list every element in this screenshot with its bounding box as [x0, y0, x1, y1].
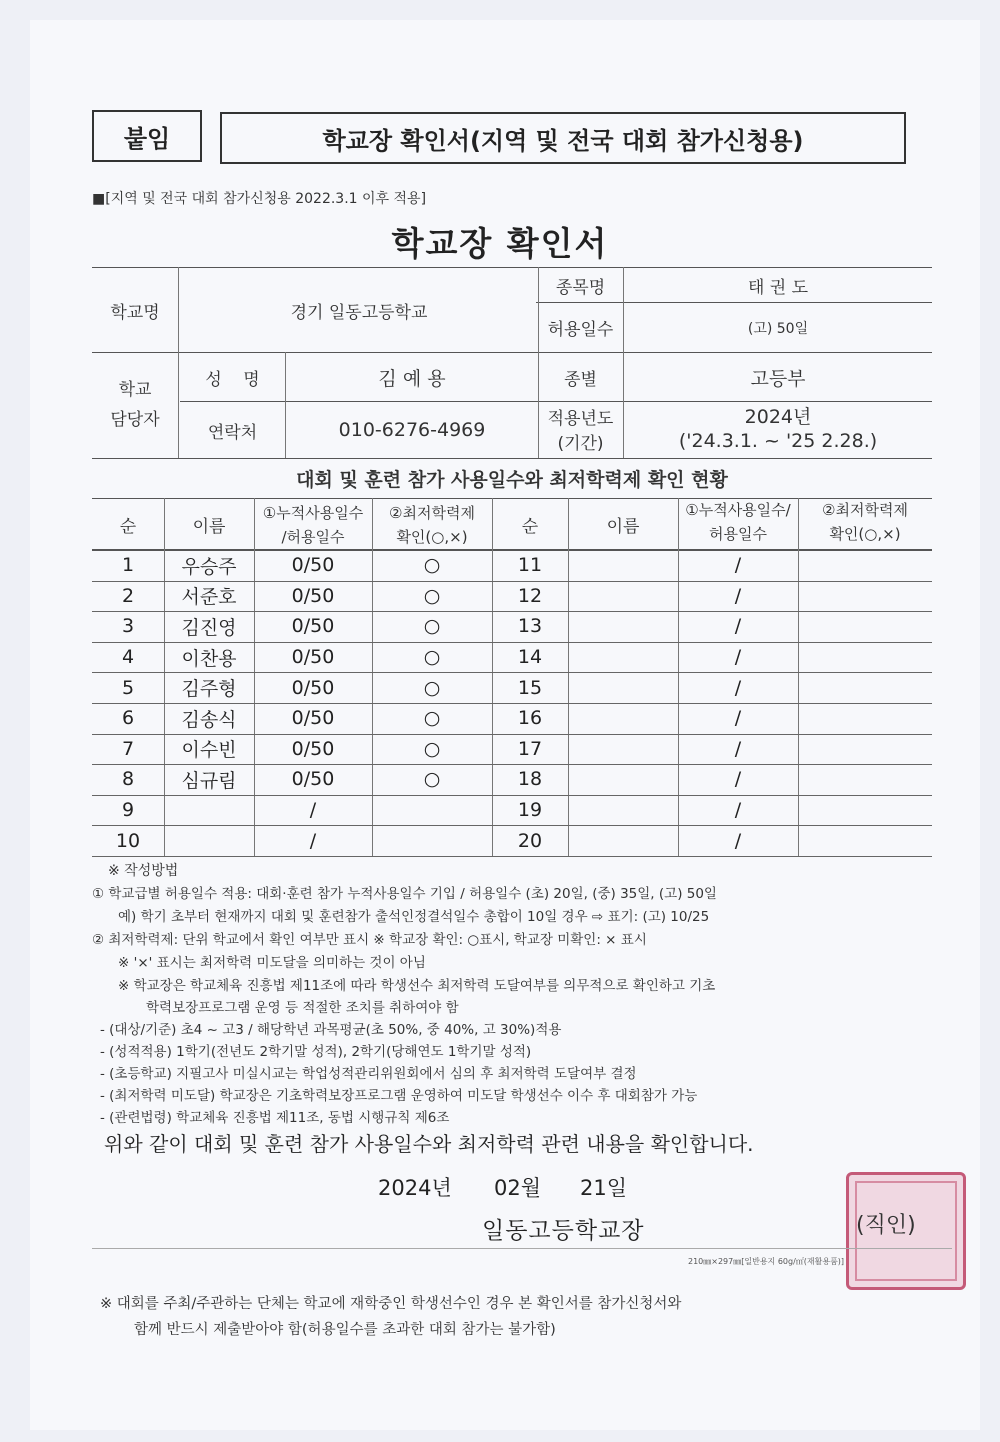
row-check-right: [798, 611, 932, 642]
sport-value: 태 권 도: [747, 277, 809, 298]
row-name: 심규림: [181, 769, 237, 792]
row-days-right: /: [734, 768, 742, 791]
row-check: ○: [423, 737, 441, 760]
year-label: 적용년도: [547, 408, 614, 429]
header-no: 순: [119, 516, 137, 537]
row-name: 김주형: [181, 678, 237, 701]
row-name: [164, 825, 254, 856]
row-name: [164, 795, 254, 826]
row-check: ○: [423, 646, 441, 669]
note-line-11: - (관련법령) 학교체육 진흥법 제11조, 동법 시행규칙 제6조: [100, 1110, 450, 1126]
row-days-right: /: [734, 737, 742, 760]
confirm-statement: 위와 같이 대회 및 훈련 참가 사용일수와 최저학력 관련 내용을 확인합니다.: [104, 1132, 754, 1156]
row-name-right: [568, 642, 678, 673]
date-day: 21일: [580, 1176, 628, 1200]
table-row-divider: [92, 856, 932, 857]
document-heading: 학교장 확인서(지역 및 전국 대회 참가신청용): [220, 112, 906, 164]
row-name: 이찬용: [181, 647, 237, 670]
note-line-2: 예) 학기 초부터 현재까지 대회 및 훈련참가 출석인정결석일수 총합이 10일 경우 ⇨ 표기: (고) 10/25: [118, 909, 710, 925]
row-days: 0/50: [291, 646, 335, 669]
row-no-right: 19: [517, 799, 543, 822]
header-check-right: ②최저학력제: [822, 500, 908, 519]
row-check-right: [798, 734, 932, 765]
note-line-9: - (초등학교) 지필고사 미실시교는 학업성적관리위원회에서 심의 후 최저학력 도달여부 결정: [100, 1066, 637, 1082]
notes-heading: ※ 작성방법: [108, 863, 179, 879]
attachment-tag: 붙임: [92, 110, 202, 162]
manager-label-2: 담당자: [110, 409, 160, 430]
row-name: 서준호: [181, 586, 237, 609]
row-no: 5: [121, 676, 135, 699]
row-name-right: [568, 672, 678, 703]
row-no-right: 18: [517, 768, 543, 791]
period-value: ('24.3.1. ~ '25 2.28.): [678, 430, 878, 452]
row-check-right: [798, 672, 932, 703]
row-check: ○: [423, 768, 441, 791]
row-no: 10: [115, 829, 141, 852]
row-check-right: [798, 550, 932, 581]
note-line-5: ※ 학교장은 학교체육 진흥법 제11조에 따라 학생선수 최저학력 도달여부를 의무적으로 확인하고 기초: [118, 978, 716, 994]
row-check: ○: [423, 707, 441, 730]
row-no: 4: [121, 646, 135, 669]
school-value: 경기 일동고등학교: [290, 302, 428, 323]
table-caption: 대회 및 훈련 참가 사용일수와 최저학력제 확인 현황: [296, 468, 728, 491]
note-line-7: - (대상/기준) 초4 ~ 고3 / 해당학년 과목평균(초 50%, 중 40%, 고 30%)적용: [100, 1022, 562, 1038]
row-check-right: [798, 581, 932, 612]
row-days-right: /: [734, 554, 742, 577]
period-label: (기간): [557, 433, 604, 454]
row-name: 김진영: [181, 616, 237, 639]
row-no-right: 15: [517, 676, 543, 699]
sport-label: 종목명: [555, 277, 606, 298]
row-days-right: /: [734, 829, 742, 852]
row-days: 0/50: [291, 584, 335, 607]
days-label: 허용일수: [547, 320, 614, 340]
row-no-right: 14: [517, 646, 543, 669]
row-name-right: [568, 550, 678, 581]
note-line-10: - (최저학력 미도달) 학교장은 기초학력보장프로그램 운영하여 미도달 학생선수 이수 후 대회참가 가능: [100, 1088, 698, 1104]
contact-value: 010-6276-4969: [338, 419, 486, 441]
header-days-right-2: 허용일수: [709, 524, 767, 543]
row-no: 7: [121, 737, 135, 760]
seal-label: (직인): [856, 1213, 916, 1238]
row-days-right: /: [734, 646, 742, 669]
row-no: 9: [121, 799, 135, 822]
row-check: ○: [423, 584, 441, 607]
row-check-right: [798, 795, 932, 826]
school-label: 학교명: [110, 302, 160, 323]
row-name-right: [568, 764, 678, 795]
row-days: /: [309, 829, 317, 852]
row-days-right: /: [734, 799, 742, 822]
row-no: 6: [121, 707, 135, 730]
header-days: ①누적사용일수: [262, 503, 364, 522]
row-check: [372, 825, 492, 856]
row-days-right: /: [734, 707, 742, 730]
header-name: 이름: [192, 516, 226, 537]
row-check-right: [798, 642, 932, 673]
note-line-3: ② 최저학력제: 단위 학교에서 확인 여부만 표시 ※ 학교장 확인: ○표시, 학교장 미확인: × 표시: [92, 932, 647, 948]
row-check-right: [798, 825, 932, 856]
row-days: /: [309, 799, 317, 822]
header-check-right-2: 확인(○,×): [829, 524, 901, 543]
signer-name: 일동고등학교장: [482, 1218, 645, 1244]
row-days: 0/50: [291, 768, 335, 791]
row-check-right: [798, 764, 932, 795]
row-name: 이수빈: [181, 739, 237, 762]
division-value: 고등부: [750, 367, 806, 390]
note-line-6: 학력보장프로그램 운영 등 적절한 조치를 취하여야 함: [146, 1000, 459, 1016]
row-days: 0/50: [291, 554, 335, 577]
date-year: 2024년: [378, 1176, 452, 1200]
days-value: (고) 50일: [747, 320, 809, 337]
row-name-right: [568, 825, 678, 856]
apply-note: ■[지역 및 전국 대회 참가신청용 2022.3.1 이후 적용]: [92, 191, 427, 207]
note-line-1: ① 학교급별 허용일수 적용: 대회·훈련 참가 누적사용일수 기입 / 허용일수 (초) 20일, (중) 35일, (고) 50일: [92, 886, 717, 902]
header-check: ②최저학력제: [389, 503, 475, 522]
row-name-right: [568, 734, 678, 765]
row-no-right: 12: [517, 584, 543, 607]
row-check: ○: [423, 554, 441, 577]
row-days: 0/50: [291, 707, 335, 730]
row-days-right: /: [734, 584, 742, 607]
row-name-right: [568, 795, 678, 826]
row-name-right: [568, 581, 678, 612]
manager-label: 학교: [118, 379, 152, 400]
row-no-right: 11: [517, 554, 543, 577]
row-no-right: 17: [517, 737, 543, 760]
year-value: 2024년: [744, 405, 812, 428]
header-name-right: 이름: [606, 516, 640, 537]
row-days: 0/50: [291, 615, 335, 638]
row-days-right: /: [734, 676, 742, 699]
header-days-right: ①누적사용일수/: [685, 500, 791, 519]
row-name-right: [568, 703, 678, 734]
note-line-8: - (성적적용) 1학기(전년도 2학기말 성적), 2학기(당해연도 1학기말 성적): [100, 1044, 532, 1060]
name-label: 성 명: [205, 369, 260, 390]
row-name: 김송식: [181, 708, 237, 731]
row-no: 8: [121, 768, 135, 791]
page-title: 학교장 확인서: [391, 224, 609, 263]
row-no-right: 16: [517, 707, 543, 730]
footer-line-1: ※ 대회를 주최/주관하는 단체는 학교에 재학중인 학생선수인 경우 본 확인서를 참가신청서와: [100, 1296, 682, 1312]
note-line-4: ※ '×' 표시는 최저학력 미도달을 의미하는 것이 아님: [118, 955, 426, 971]
row-check: [372, 795, 492, 826]
row-no-right: 13: [517, 615, 543, 638]
name-value: 김 예 용: [378, 367, 446, 390]
row-no: 3: [121, 615, 135, 638]
header-no-right: 순: [521, 516, 539, 537]
date-month: 02월: [494, 1176, 542, 1200]
header-check-2: 확인(○,×): [396, 527, 468, 546]
row-name-right: [568, 611, 678, 642]
row-check: ○: [423, 615, 441, 638]
row-no-right: 20: [517, 829, 543, 852]
division-label: 종별: [564, 369, 597, 390]
footer-line-2: 함께 반드시 제출받아야 함(허용일수를 초과한 대회 참가는 불가함): [134, 1322, 556, 1338]
row-name: 우승주: [181, 555, 237, 578]
paper-spec: 210㎜×297㎜[일반용지 60g/㎡(재활용품)]: [688, 1257, 845, 1266]
row-check: ○: [423, 676, 441, 699]
row-no: 1: [121, 554, 135, 577]
row-no: 2: [121, 584, 135, 607]
header-days-2: /허용일수: [281, 527, 345, 546]
contact-label: 연락처: [207, 422, 258, 443]
row-days: 0/50: [291, 676, 335, 699]
row-days-right: /: [734, 615, 742, 638]
row-check-right: [798, 703, 932, 734]
row-days: 0/50: [291, 737, 335, 760]
